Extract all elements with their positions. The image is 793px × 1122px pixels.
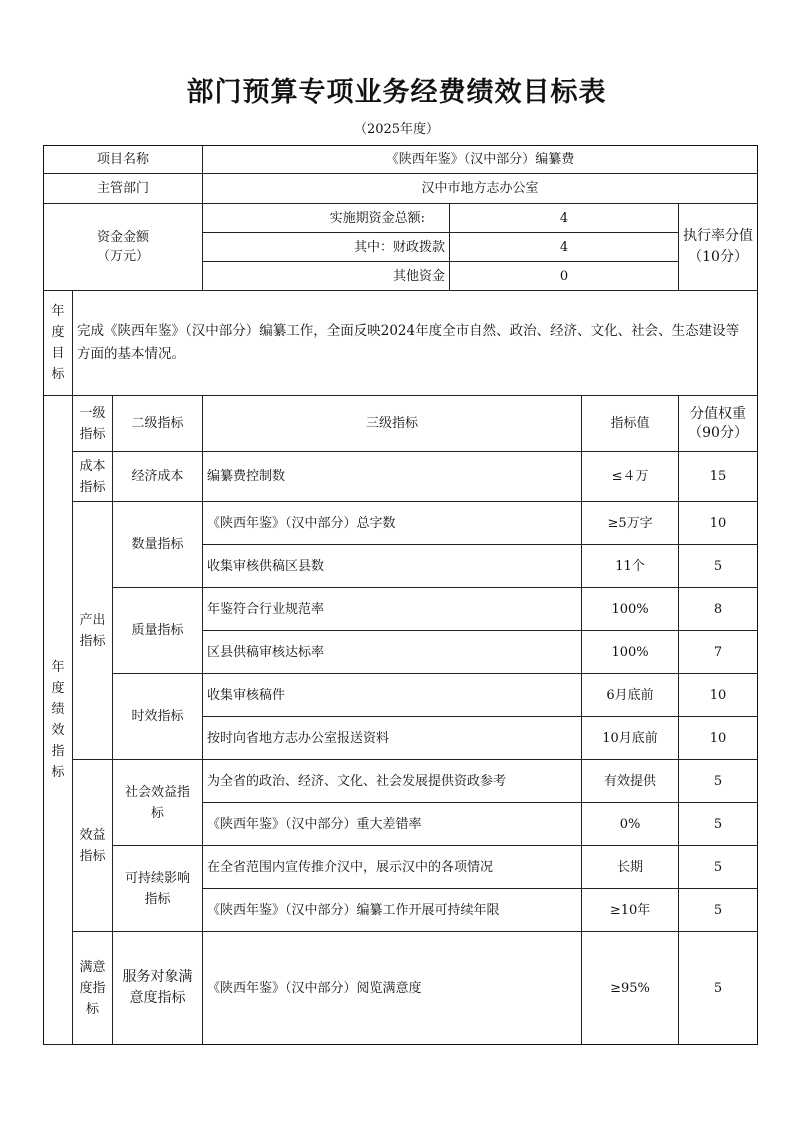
funds-fiscal-label: 其中：财政拨款 — [203, 233, 450, 262]
indicator-weight: 5 — [679, 889, 758, 932]
indicator-header-row — [44, 396, 758, 452]
table-row — [44, 760, 758, 803]
table-row — [44, 588, 758, 631]
quality-l2: 质量指标 — [113, 588, 203, 674]
execution-rate-score: 执行率分值 （10分） — [679, 204, 758, 291]
indicator-weight: 10 — [679, 717, 758, 760]
indicator-name: 《陕西年鉴》（汉中部分）阅览满意度 — [203, 932, 582, 1045]
indicator-weight: 5 — [679, 545, 758, 588]
indicator-value: 10月底前 — [582, 717, 679, 760]
indicator-value: ≥10年 — [582, 889, 679, 932]
indicator-weight: 5 — [679, 846, 758, 889]
goal-label: 年度目标 — [44, 291, 73, 396]
indicator-weight: 10 — [679, 674, 758, 717]
funds-fiscal-value: 4 — [450, 233, 679, 262]
benefit-l1: 效益指标 — [73, 760, 113, 932]
cost-l1: 成本指标 — [73, 452, 113, 502]
funds-label: 资金金额 （万元） — [44, 204, 203, 291]
indicator-value: ≥95% — [582, 932, 679, 1045]
funds-total-row — [44, 204, 758, 233]
indicator-value: 100% — [582, 588, 679, 631]
indicator-name: 《陕西年鉴》（汉中部分）编纂工作开展可持续年限 — [203, 889, 582, 932]
funds-total-value: 4 — [450, 204, 679, 233]
timeliness-l2: 时效指标 — [113, 674, 203, 760]
header-level3: 三级指标 — [203, 396, 582, 452]
indicator-name: 收集审核供稿区县数 — [203, 545, 582, 588]
table-row — [44, 846, 758, 889]
indicator-value: 100% — [582, 631, 679, 674]
indicator-name: 在全省范围内宣传推介汉中，展示汉中的各项情况 — [203, 846, 582, 889]
goal-text: 完成《陕西年鉴》（汉中部分）编纂工作，全面反映2024年度全市自然、政治、经济、文化、社会、生态建设等方面的基本情况。 — [73, 291, 758, 396]
table-row — [44, 452, 758, 502]
project-row — [44, 146, 758, 174]
indicator-name: 年鉴符合行业规范率 — [203, 588, 582, 631]
indicator-weight: 5 — [679, 932, 758, 1045]
indicator-name: 为全省的政治、经济、文化、社会发展提供资政参考 — [203, 760, 582, 803]
output-l1: 产出指标 — [73, 502, 113, 760]
indicator-value: 11个 — [582, 545, 679, 588]
goal-row — [44, 291, 758, 396]
indicator-name: 区县供稿审核达标率 — [203, 631, 582, 674]
indicator-section-label: 年度绩效指标 — [44, 396, 73, 1045]
page-title: 部门预算专项业务经费绩效目标表 — [186, 77, 607, 108]
header-value: 指标值 — [582, 396, 679, 452]
indicator-weight: 15 — [679, 452, 758, 502]
table-row — [44, 674, 758, 717]
header-level2: 二级指标 — [113, 396, 203, 452]
fiscal-year: （2025年度） — [353, 122, 440, 137]
department-row — [44, 174, 758, 204]
satisfaction-l2: 服务对象满意度指标 — [113, 932, 203, 1045]
indicator-weight: 10 — [679, 502, 758, 545]
header-weight: 分值权重 （90分） — [679, 396, 758, 452]
department-value: 汉中市地方志办公室 — [203, 174, 758, 204]
funds-total-label: 实施期资金总额: — [203, 204, 450, 233]
indicator-name: 《陕西年鉴》（汉中部分）总字数 — [203, 502, 582, 545]
indicator-name: 编纂费控制数 — [203, 452, 582, 502]
indicator-weight: 5 — [679, 760, 758, 803]
project-value: 《陕西年鉴》（汉中部分）编纂费 — [203, 146, 758, 174]
indicator-name: 《陕西年鉴》（汉中部分）重大差错率 — [203, 803, 582, 846]
satisfaction-l1: 满意度指标 — [73, 932, 113, 1045]
cost-l2: 经济成本 — [113, 452, 203, 502]
indicator-value: 6月底前 — [582, 674, 679, 717]
indicator-weight: 8 — [679, 588, 758, 631]
header-level1: 一级指标 — [73, 396, 113, 452]
funds-other-value: 0 — [450, 262, 679, 291]
indicator-name: 按时向省地方志办公室报送资料 — [203, 717, 582, 760]
funds-other-label: 其他资金 — [203, 262, 450, 291]
quantity-l2: 数量指标 — [113, 502, 203, 588]
indicator-value: 长期 — [582, 846, 679, 889]
indicator-value: 0% — [582, 803, 679, 846]
indicator-value: 有效提供 — [582, 760, 679, 803]
sustainable-l2: 可持续影响指标 — [113, 846, 203, 932]
department-label: 主管部门 — [44, 174, 203, 204]
indicator-value: ≤４万 — [582, 452, 679, 502]
table-row — [44, 502, 758, 545]
indicator-weight: 5 — [679, 803, 758, 846]
indicator-value: ≥5万字 — [582, 502, 679, 545]
indicator-name: 收集审核稿件 — [203, 674, 582, 717]
project-label: 项目名称 — [44, 146, 203, 174]
performance-table — [43, 145, 758, 1045]
indicator-weight: 7 — [679, 631, 758, 674]
social-l2: 社会效益指标 — [113, 760, 203, 846]
table-row — [44, 932, 758, 1045]
